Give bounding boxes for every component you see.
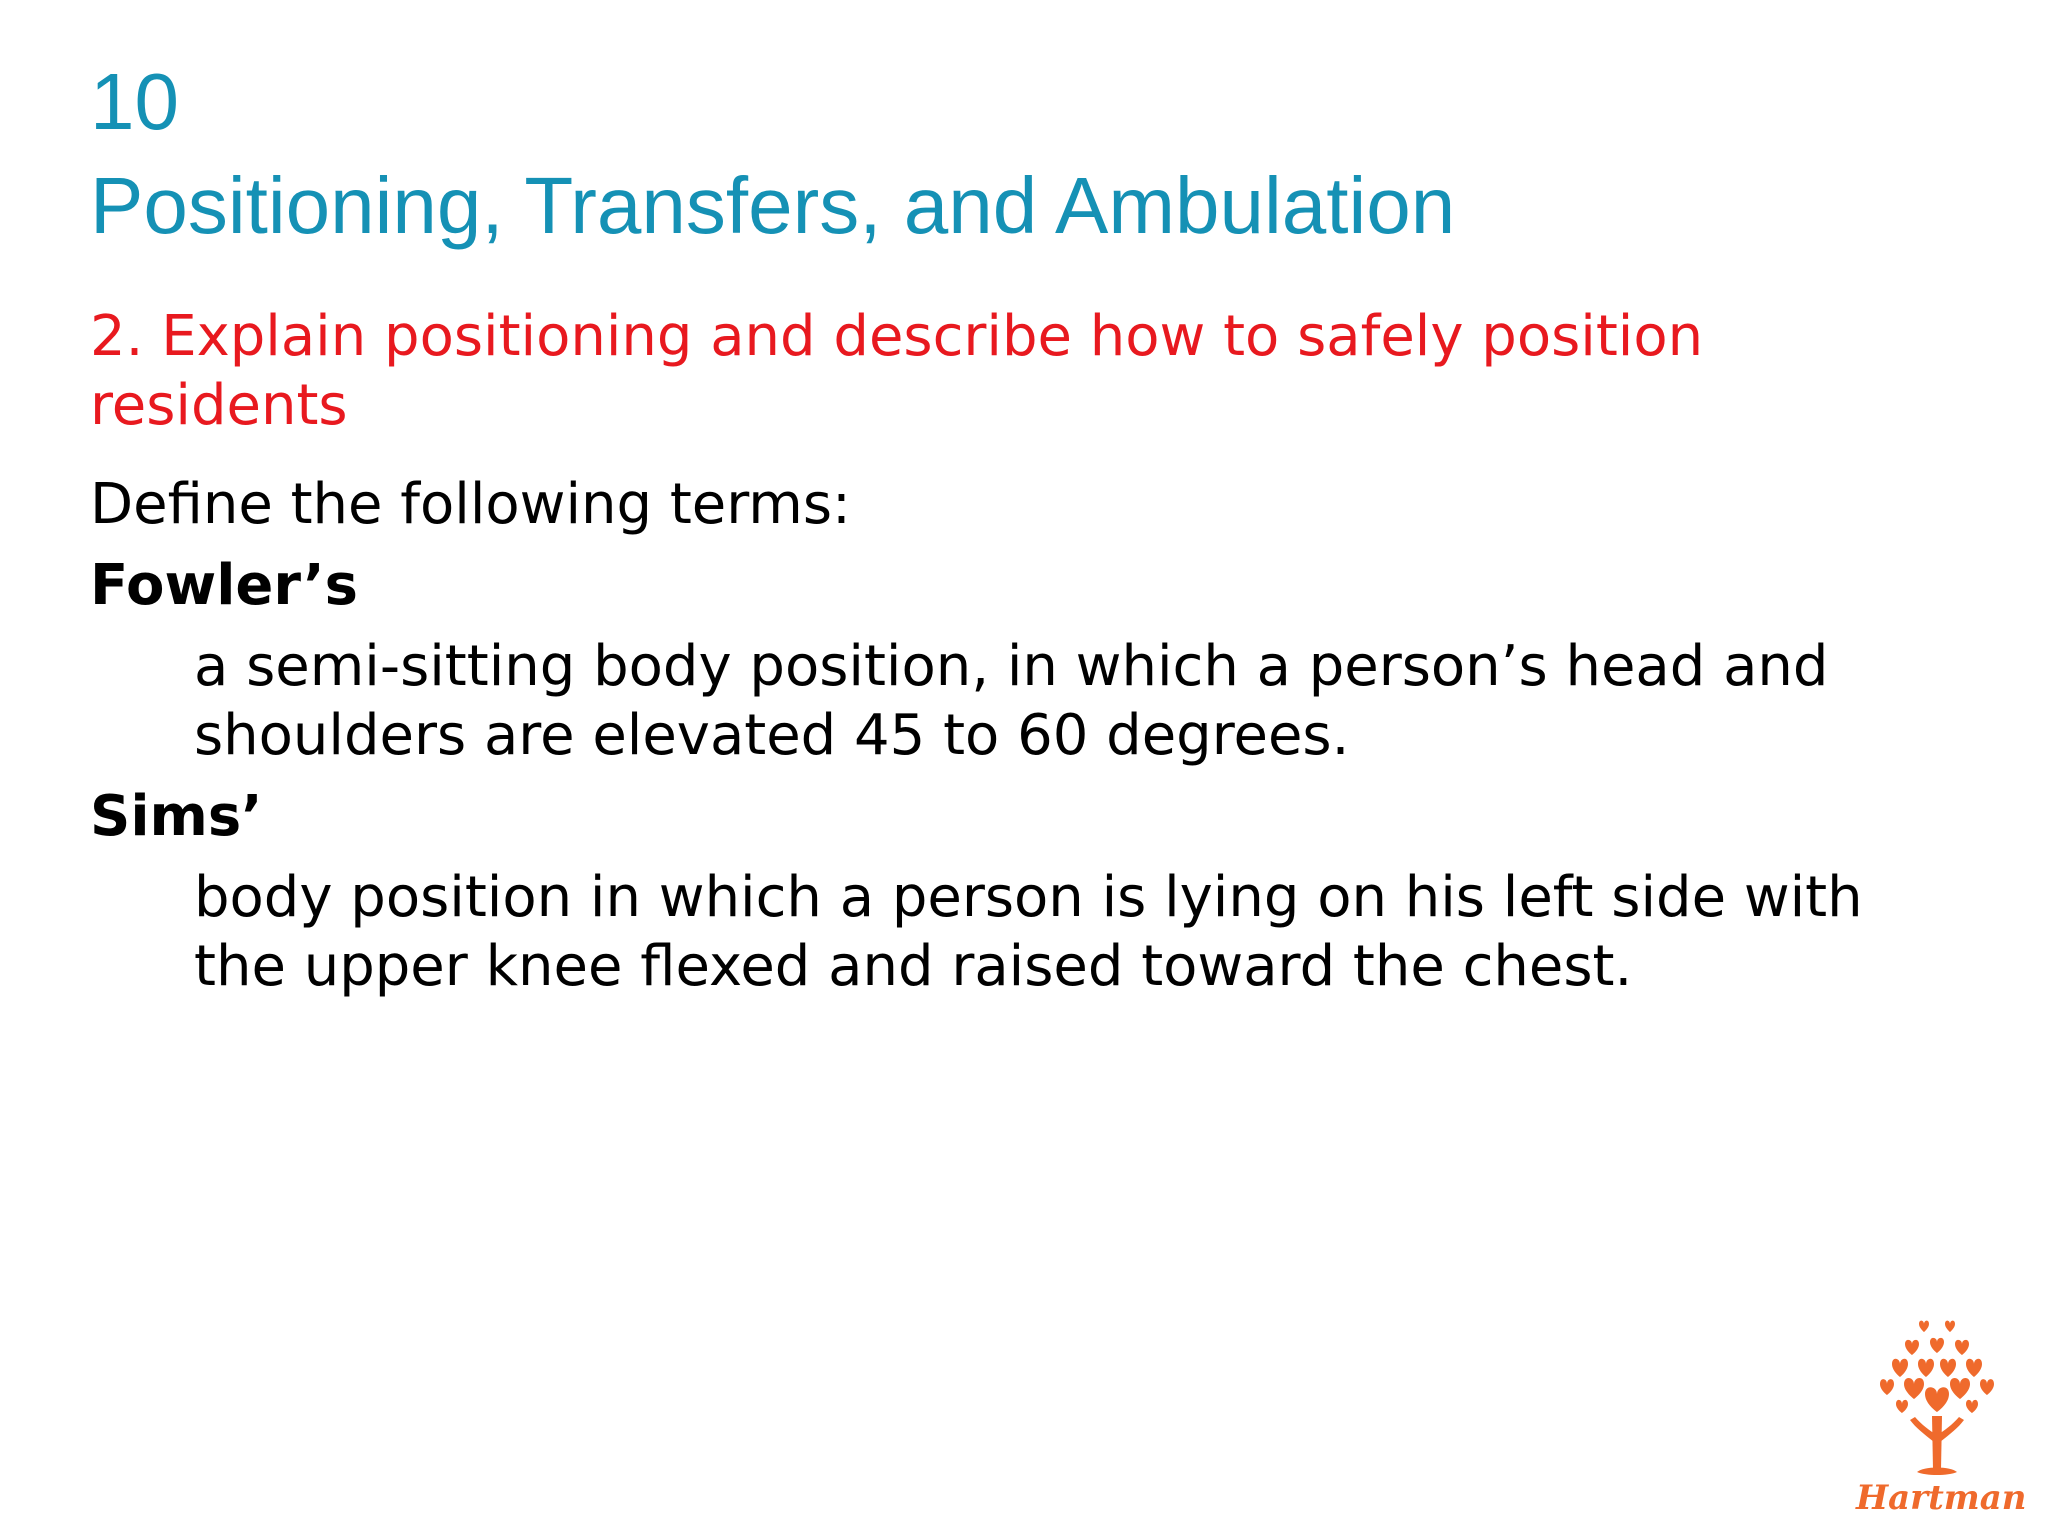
definition-fowlers: a semi-sitting body position, in which a person’s head and shoulders are elevated 45 to 60 degrees.	[194, 634, 1829, 768]
term-fowlers: Fowler’s	[90, 553, 358, 618]
chapter-number: 10	[90, 57, 179, 146]
hartman-logo-text: Hartman	[1856, 1478, 2027, 1518]
term-sims: Sims’	[90, 784, 263, 849]
chapter-title: Positioning, Transfers, and Ambulation	[90, 161, 1456, 250]
slide-content	[90, 470, 1970, 1013]
intro-text: Define the following terms:	[90, 472, 851, 537]
definition-sims: body position in which a person is lying on his left side with the upper knee flexed and raised toward the chest.	[194, 865, 1863, 999]
learning-objective: 2. Explain positioning and describe how to safely position residents	[90, 304, 1704, 438]
slide-title	[90, 50, 1455, 258]
